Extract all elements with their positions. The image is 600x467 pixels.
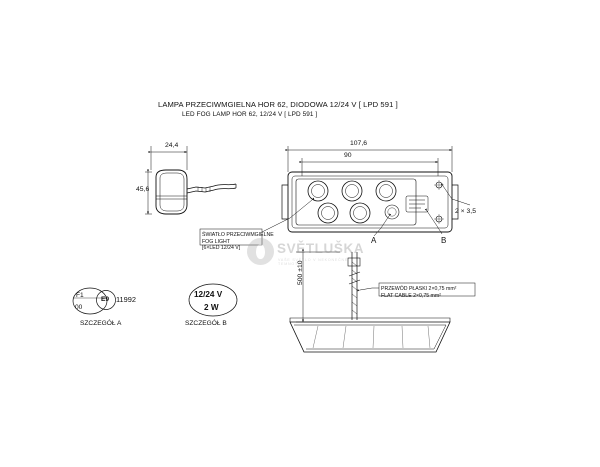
dimension-mount-spacing: 90 [344,152,352,159]
watermark-brand: SVĚTLUŠKA [277,241,365,256]
detail-a-line2: 00 [75,304,83,311]
callout-flat-cable [381,286,456,299]
bulb-icon [247,238,274,265]
callout-fog-pl: ŚWIATŁO PRZECIWMGIELNE [202,232,274,238]
detail-a-approval-mark: E9 [101,296,110,303]
watermark-tagline: VAŠE SVĚTLO V NEKONEČNÉ TEMNOTĚ [278,258,349,266]
callout-cable-en: FLAT CABLE 2×0,75 mm² [381,292,441,299]
detail-b-voltage: 12/24 V [194,290,223,299]
dim-overall-length [288,146,452,172]
dimension-overall-length: 107,6 [350,140,368,147]
detail-a-caption: SZCZEGÓŁ A [80,320,122,327]
detail-a-approval-number: 11992 [116,295,137,304]
callout-cable-pl: PRZEWÓD PŁASKI 2×0,75 mm² [381,286,457,292]
dimension-cable-length: 500 ±10 [297,260,304,285]
watermark [247,236,365,270]
drawing-title-pl: LAMPA PRZECIWMGIELNA HOR 62, DIODOWA 12/24 V [ LPD 591 ] [158,100,398,109]
drawing-title-en: LED FOG LAMP HOR 62, 12/24 V [ LPD 591 ] [182,111,318,118]
dimension-side-width: 24,4 [165,142,179,149]
detail-b-caption: SZCZEGÓŁ B [185,320,227,327]
dimension-mount-holes: 2 × 3,5 [455,208,476,215]
lamp-3d-view [290,318,450,352]
mount-holes [434,180,444,224]
dim-mount-spacing [302,158,438,176]
leader-letter-b: B [441,236,447,245]
callout-fog-spec: [6×LED 12/24 V] [202,245,241,251]
callout-fog-en: FOG LIGHT [202,238,230,245]
leader-letter-a: A [371,236,377,245]
led-array [308,181,396,223]
dimension-side-height: 45,6 [136,186,150,193]
detail-b-power: 2 W [204,303,219,312]
detail-a-line1: F1 [76,292,84,299]
